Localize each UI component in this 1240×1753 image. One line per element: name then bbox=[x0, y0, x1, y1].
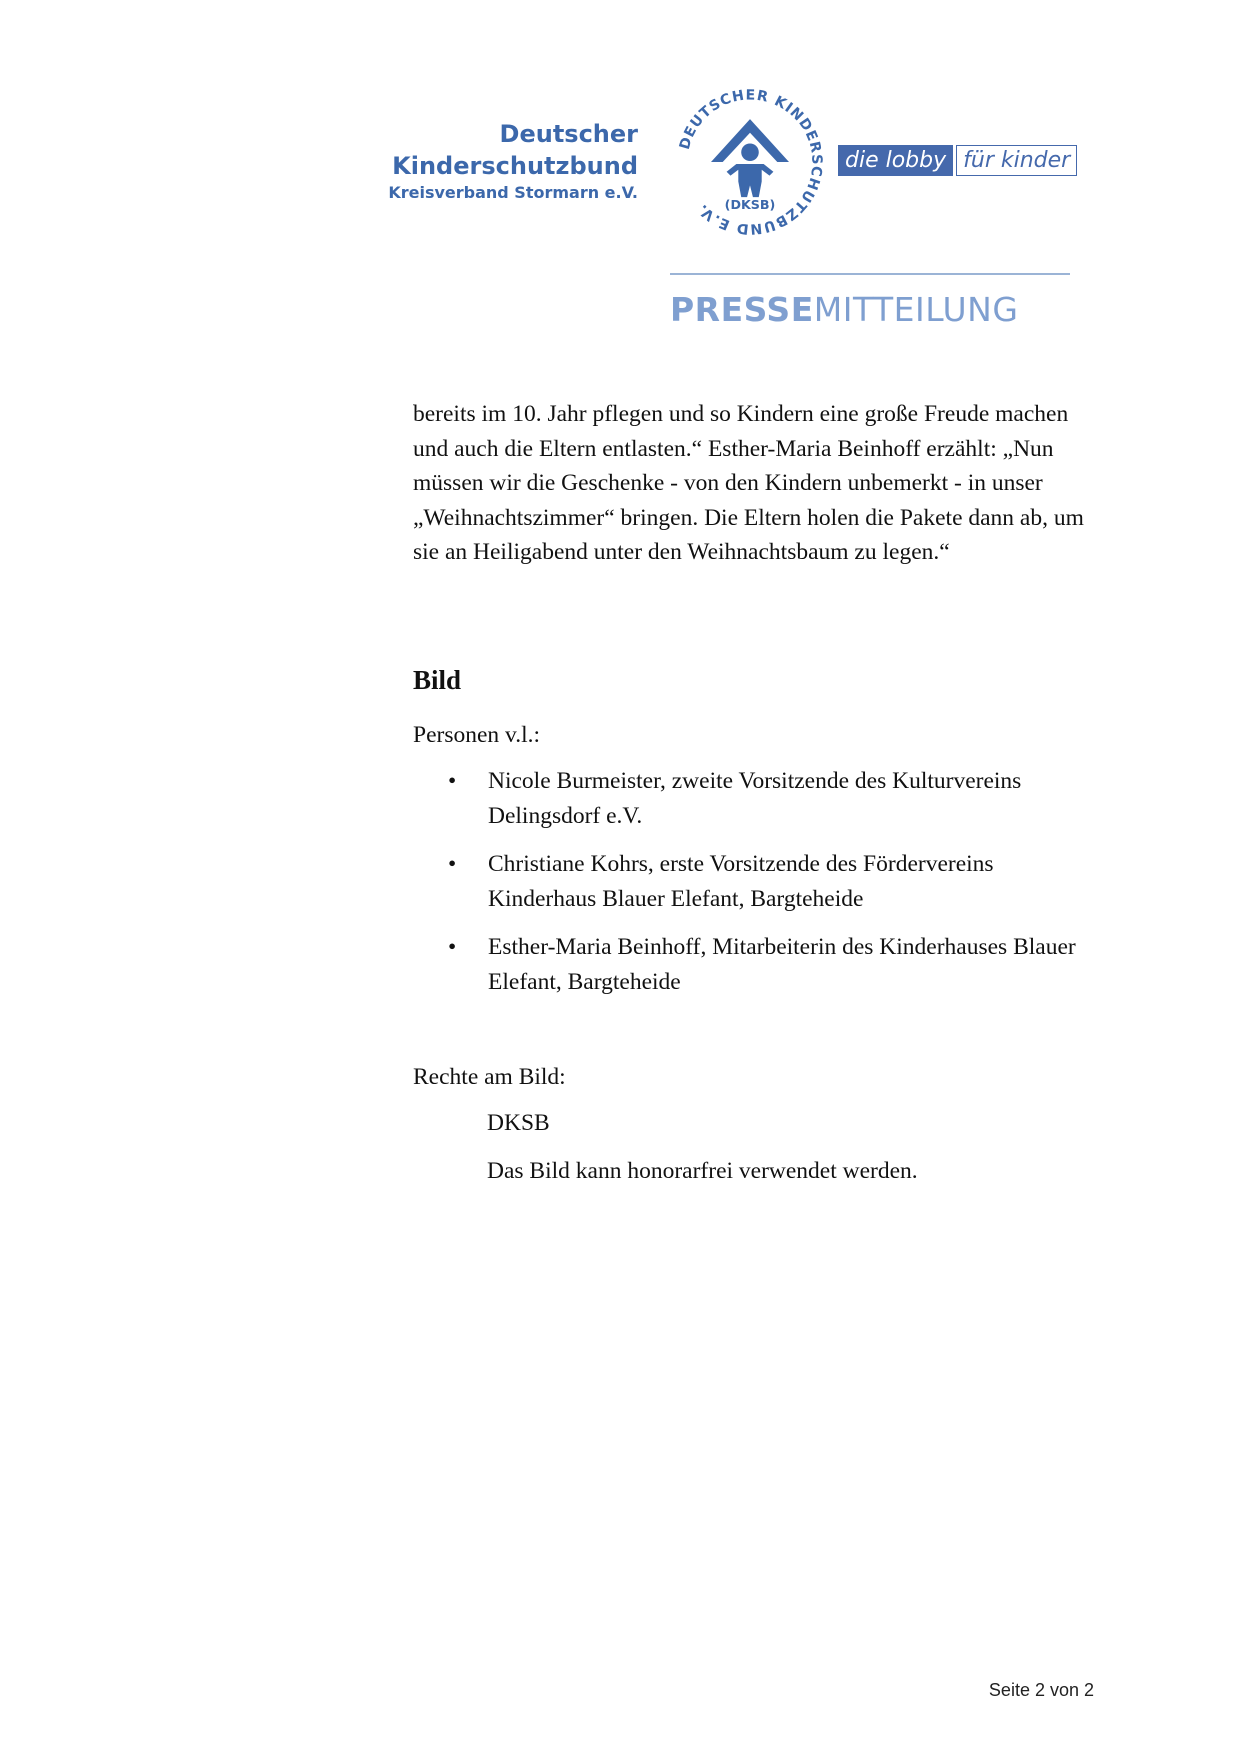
org-subtitle: Kreisverband Stormarn e.V. bbox=[388, 183, 638, 202]
document-type-title bbox=[670, 290, 1018, 329]
people-label: Personen v.l.: bbox=[413, 722, 541, 748]
bullet-icon: • bbox=[448, 851, 457, 877]
emblem-abbr: (DKSB) bbox=[724, 196, 776, 212]
person-entry: Nicole Burmeister, zweite Vorsitzende des Kulturvereins Delingsdorf e.V. bbox=[488, 768, 1022, 829]
slogan-part-2: für kinder bbox=[956, 145, 1077, 176]
bullet-icon: • bbox=[448, 768, 457, 794]
page-number: Seite 2 von 2 bbox=[988, 1680, 1094, 1700]
rights-note: Das Bild kann honorarfrei verwendet werden. bbox=[487, 1158, 918, 1184]
child-body bbox=[727, 164, 774, 197]
child-head bbox=[741, 143, 759, 161]
body-paragraph: bereits im 10. Jahr pflegen und so Kindern eine große Freude machen und auch die Eltern entlasten.“ Esther-Maria Beinhoff erzählt: „Nun müssen wir die Geschenke - von den Kindern unbemerkt - in unser „Weihnachtszimmer“ bringen. Die Eltern holen die Pakete dann ab, um sie an Heiligabend unter den Weihnachtsbaum zu legen.“ bbox=[413, 401, 1084, 565]
people-list bbox=[413, 764, 1093, 1013]
slogan-badge bbox=[838, 145, 1077, 176]
person-entry: Esther-Maria Beinhoff, Mitarbeiterin des Kinderhauses Blauer Elefant, Bargteheide bbox=[488, 934, 1076, 995]
bullet-icon: • bbox=[448, 934, 457, 960]
dksb-emblem-icon bbox=[672, 84, 828, 240]
rights-label: Rechte am Bild: bbox=[413, 1064, 566, 1090]
org-logo-text bbox=[380, 118, 638, 204]
list-item bbox=[413, 764, 1093, 833]
svg-text:DEUTSCHER KINDERSCHUTZBUND E.V bbox=[677, 88, 825, 237]
rights-holder: DKSB bbox=[487, 1110, 550, 1136]
list-item bbox=[413, 930, 1093, 999]
person-entry: Christiane Kohrs, erste Vorsitzende des Fördervereins Kinderhaus Blauer Elefant, Bargteheide bbox=[488, 851, 994, 912]
emblem-ring-text: DEUTSCHER KINDERSCHUTZBUND E.V. bbox=[676, 87, 825, 237]
list-item bbox=[413, 847, 1093, 916]
document-type-bold: PRESSE bbox=[670, 290, 814, 329]
org-name-line1: Deutscher bbox=[499, 120, 638, 148]
slogan-part-1: die lobby bbox=[838, 145, 953, 176]
section-heading-image: Bild bbox=[413, 665, 462, 695]
header-divider bbox=[670, 273, 1070, 275]
body-paragraph-container bbox=[413, 397, 1093, 570]
document-type-light: MITTEILUNG bbox=[813, 290, 1019, 329]
org-name-line2: Kinderschutzbund bbox=[392, 152, 638, 180]
